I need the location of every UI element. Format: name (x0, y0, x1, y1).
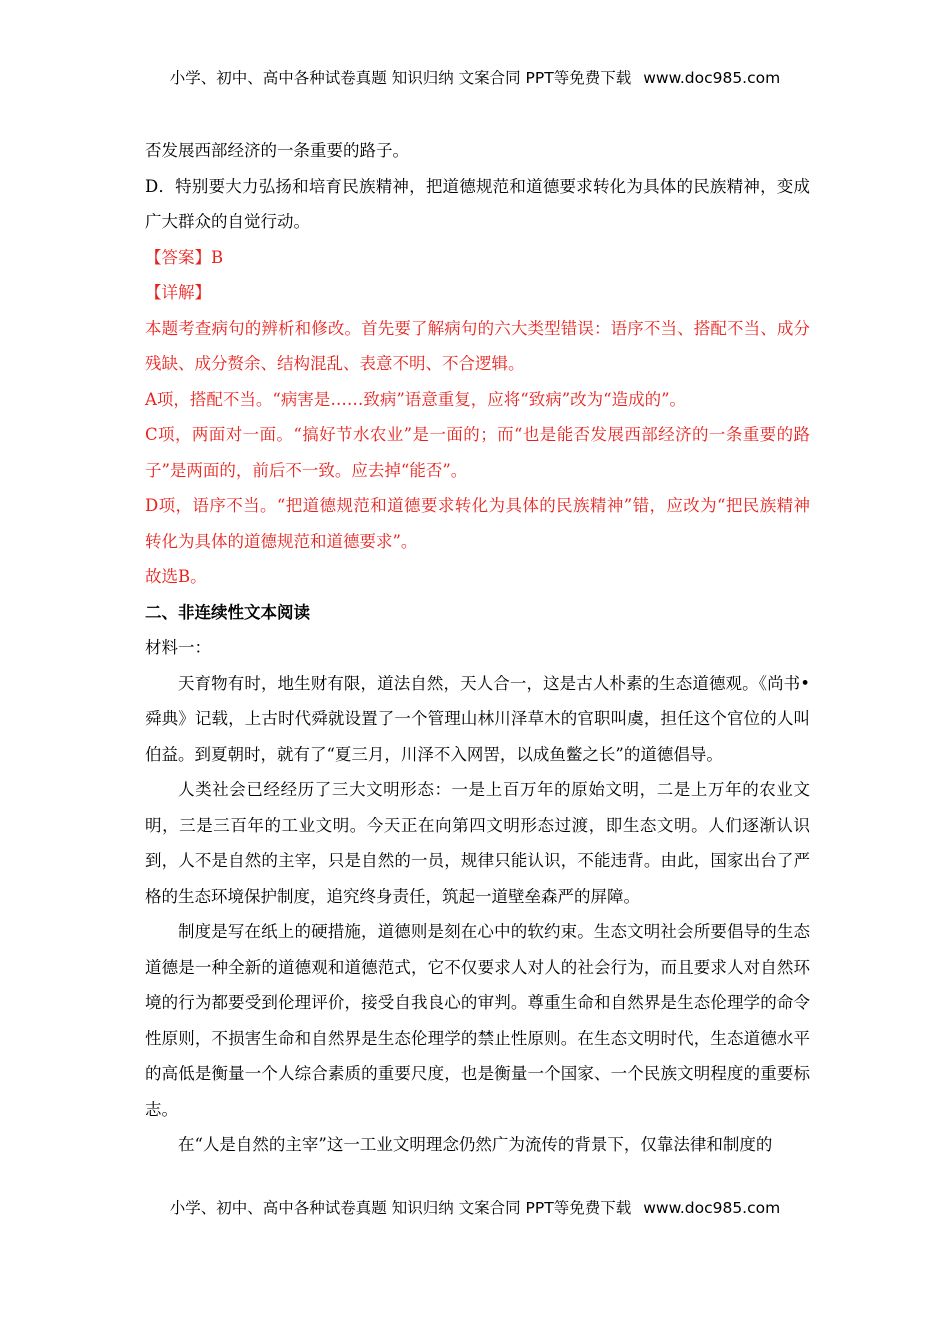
paragraph-3: 制度是写在纸上的硬措施，道德则是刻在心中的软约束。生态文明社会所要倡导的生态道德是一种全新的道德观和道德范式，它不仅要求人对人的社会行为，而且要求人对自然环境的行为都要受到伦理评价，接受自我良心的审判。尊重生命和自然界是生态伦理学的命令性原则，不损害生命和自然界是生态伦理学的禁止性原则。在生态文明时代，生态道德水平的高低是衡量一个人综合素质的重要尺度，也是衡量一个国家、一个民族文明程度的重要标志。 (145, 922, 810, 1119)
footer-site-link[interactable]: www.doc985.com (643, 1199, 781, 1217)
answer-label: 【答案】 (145, 247, 211, 267)
explain-intro: 本题考查病句的辨析和修改。首先要了解病句的六大类型错误：语序不当、搭配不当、成分残缺、成分赘余、结构混乱、表意不明、不合逻辑。 (145, 318, 810, 373)
answer-value: B (211, 247, 224, 267)
material-label: 材料一： (145, 638, 211, 657)
footer-banner (0, 1196, 950, 1218)
detail-label: 【详解】 (145, 283, 211, 302)
explain-d: D项，语序不当。“把道德规范和道德要求转化为具体的民族精神”错，应改为“把民族精神转化为具体的道德规范和道德要求”。 (145, 496, 810, 551)
explain-c: C项，两面对一面。“搞好节水农业”是一面的；而“也是能否发展西部经济的一条重要的路子”是两面的，前后不一致。应去掉“能否”。 (145, 425, 810, 480)
option-d: D．特别要大力弘扬和培育民族精神，把道德规范和道德要求转化为具体的民族精神，变成广大群众的自觉行动。 (145, 176, 810, 231)
paragraph-4: 在“人是自然的主宰”这一工业文明理念仍然广为流传的背景下，仅靠法律和制度的 (178, 1135, 773, 1154)
paragraph-1: 天育物有时，地生财有限，道法自然，天人合一，这是古人朴素的生态道德观。《尚书•舜典》记载，上古时代舜就设置了一个管理山林川泽草木的官职叫虞，担任这个官位的人叫伯益。到夏朝时，就有了“夏三月，川泽不入网罟，以成鱼鳖之长”的道德倡导。 (145, 673, 810, 764)
conclusion: 故选B。 (145, 567, 207, 586)
option-b-tail: 否发展西部经济的一条重要的路子。 (145, 141, 409, 160)
paragraph-2: 人类社会已经经历了三大文明形态：一是上百万年的原始文明，二是上万年的农业文明，三是三百年的工业文明。今天正在向第四文明形态过渡，即生态文明。人们逐渐认识到，人不是自然的主宰，只是自然的一员，规律只能认识，不能违背。由此，国家出台了严格的生态环境保护制度，追究终身责任，筑起一道壁垒森严的屏障。 (145, 780, 810, 906)
section-title: 二、非连续性文本阅读 (145, 602, 310, 622)
footer-text: 小学、初中、高中各种试卷真题 知识归纳 文案合同 PPT等免费下载 (169, 1199, 632, 1217)
document-body (145, 133, 810, 1163)
answer-line (145, 240, 810, 276)
header-text: 小学、初中、高中各种试卷真题 知识归纳 文案合同 PPT等免费下载 (169, 69, 632, 87)
header-banner (0, 66, 950, 88)
explain-a: A项，搭配不当。“病害是……致病”语意重复，应将“致病”改为“造成的”。 (145, 389, 687, 409)
header-site-link[interactable]: www.doc985.com (643, 69, 781, 87)
